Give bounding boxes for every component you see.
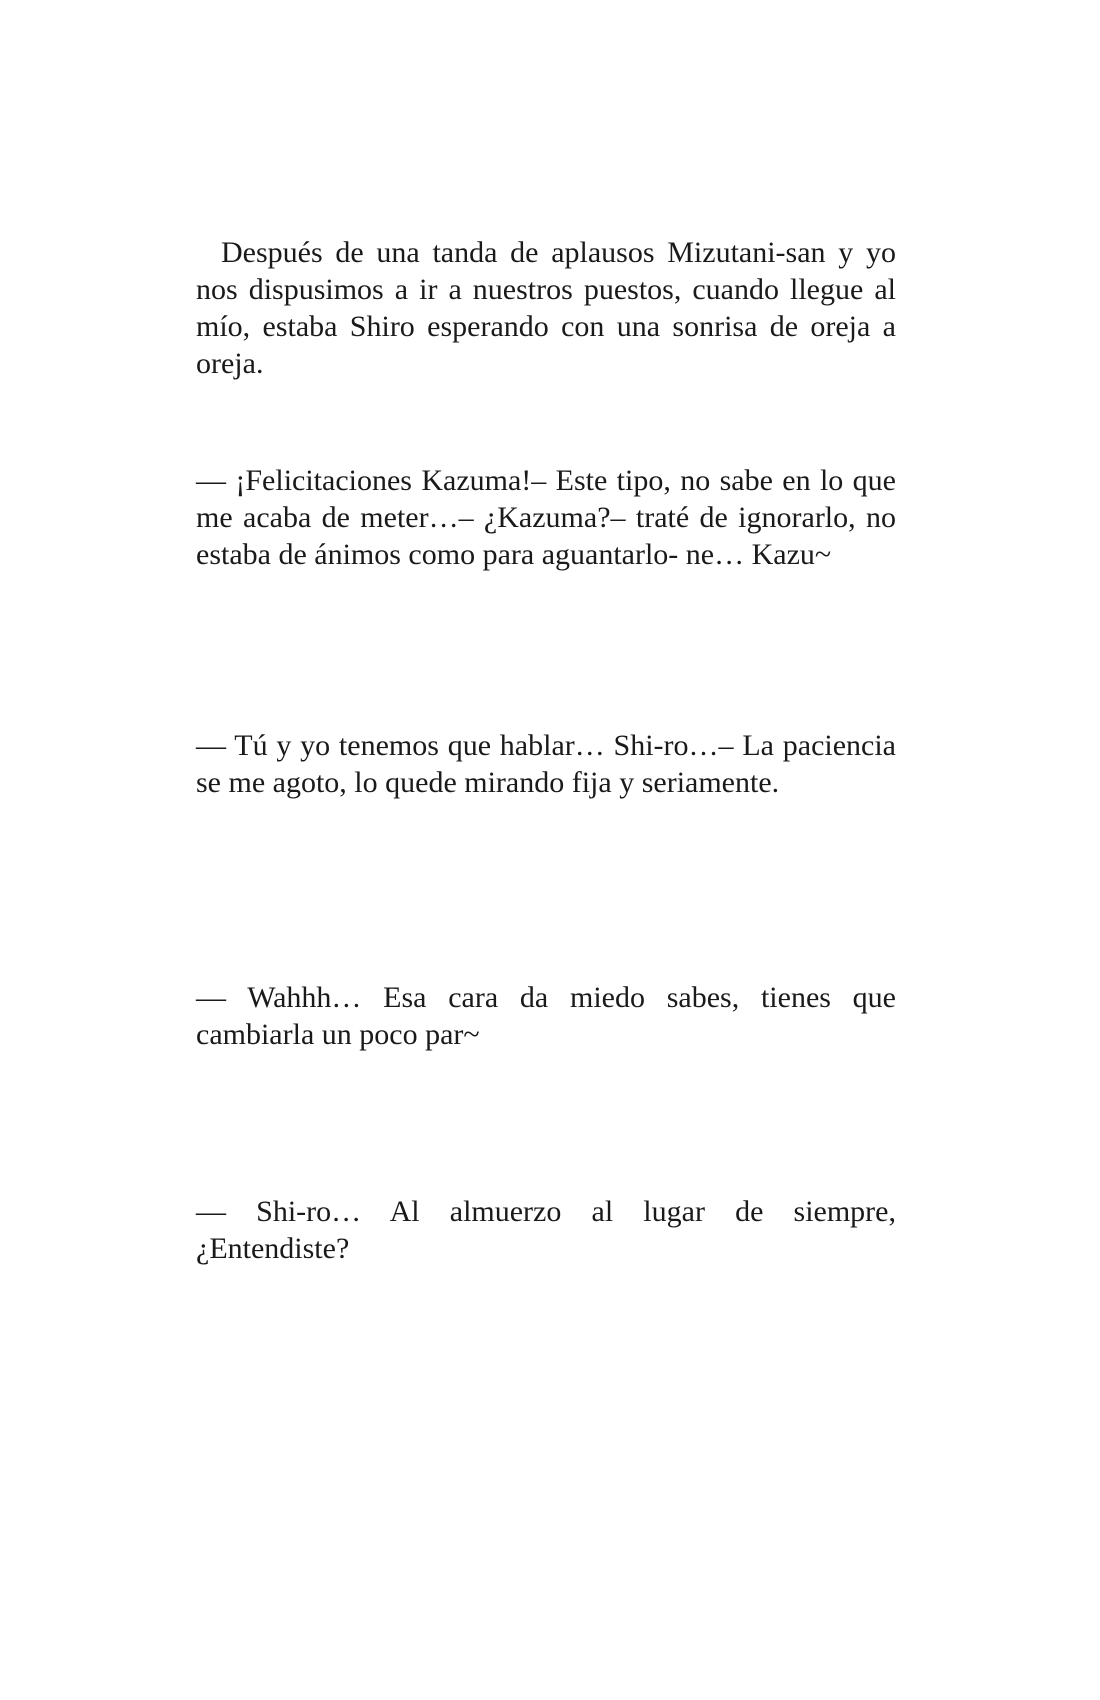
paragraph-dialogue-felicitaciones: — ¡Felicitaciones Kazuma!– Este tipo, no sabe en lo que me acaba de meter…– ¿Kazuma?– traté de ignorarlo, no estaba de ánimos como para aguantarlo- ne… Kazu~ xyxy=(196,464,896,571)
paragraph-dialogue-wahhh: — Wahhh… Esa cara da miedo sabes, tienes que cambiarla un poco par~ xyxy=(196,981,896,1051)
paragraph-dialogue-hablar: — Tú y yo tenemos que hablar… Shi-ro…– La paciencia se me agoto, lo quede mirando fija y seriamente. xyxy=(196,729,896,799)
paragraph-narration: Después de una tanda de aplausos Mizutani-san y yo nos dispusimos a ir a nuestros puestos, cuando llegue al mío, estaba Shiro esperando con una sonrisa de oreja a oreja. xyxy=(196,236,896,380)
paragraph-dialogue-almuerzo: — Shi-ro… Al almuerzo al lugar de siempre, ¿Entendiste? xyxy=(196,1195,896,1265)
